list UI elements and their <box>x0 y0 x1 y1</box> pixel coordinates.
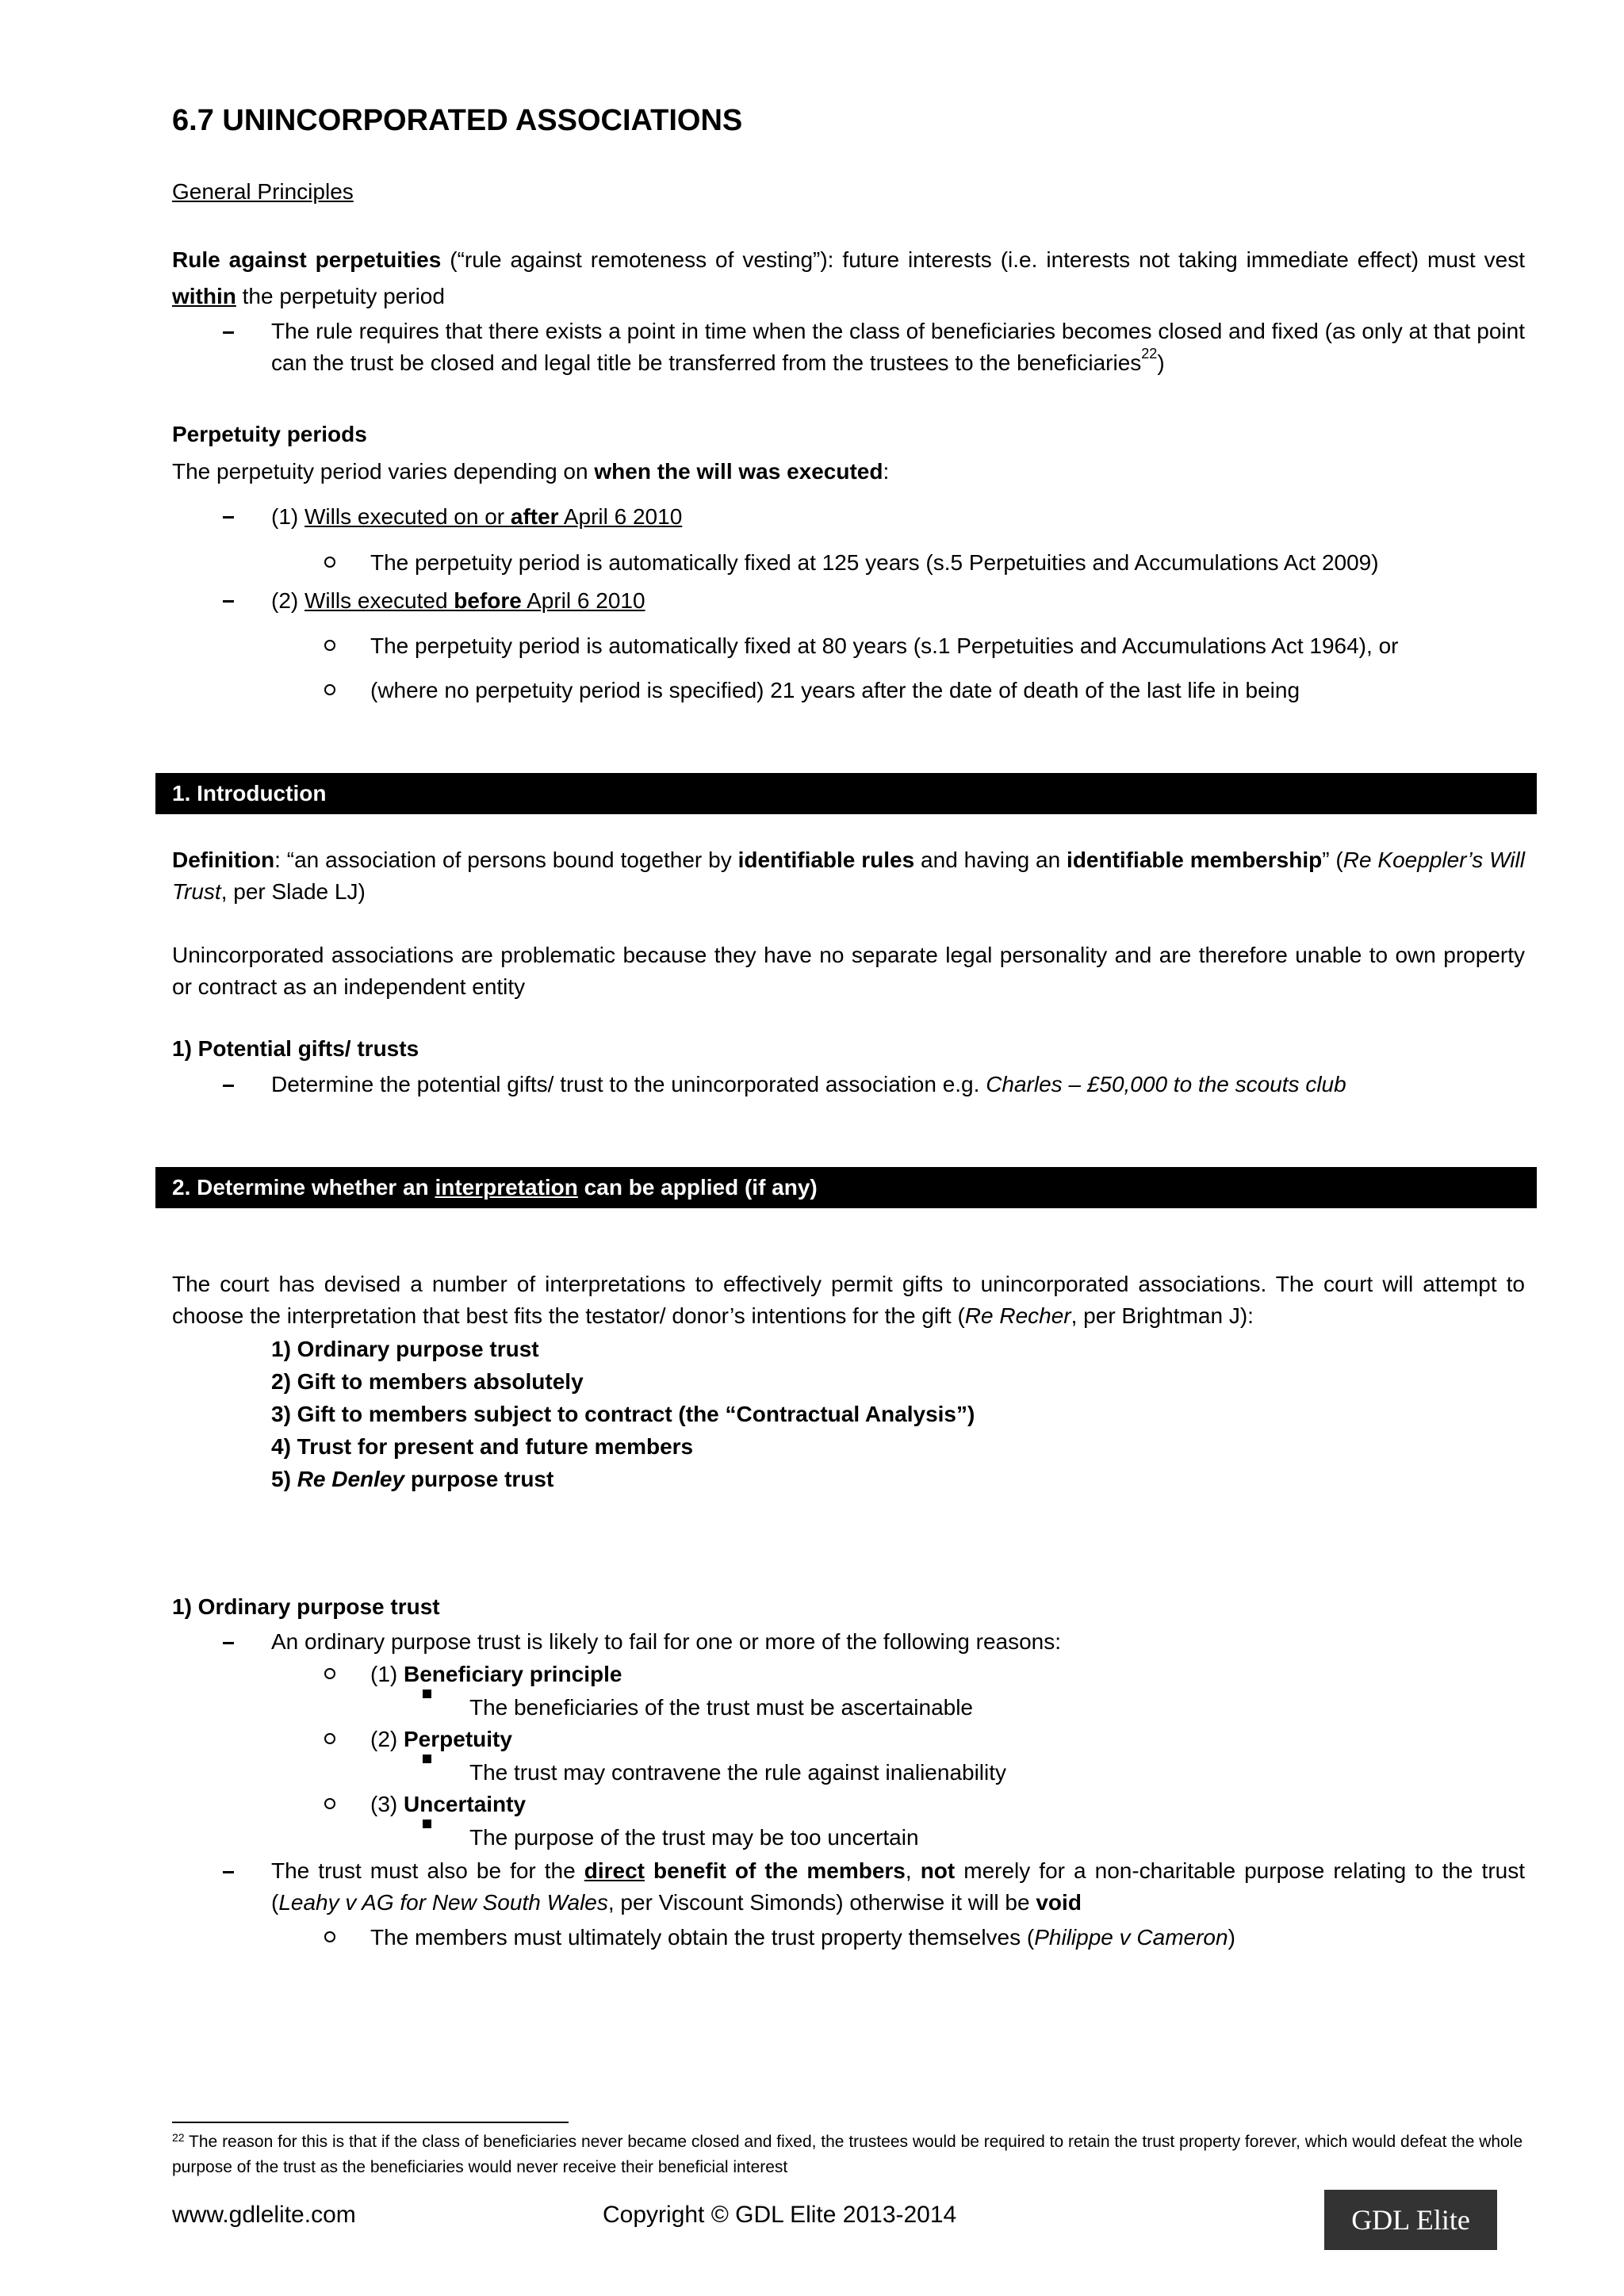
footer-copyright: Copyright © GDL Elite 2013-2014 <box>603 2202 957 2228</box>
bullet-text: The trust must also be for the <box>271 1858 584 1883</box>
footnote <box>172 2130 1525 2180</box>
bullet-text: , <box>905 1858 921 1883</box>
section-1-title: 1. Introduction <box>172 781 327 806</box>
item-number: (1) <box>271 504 304 529</box>
page-title: 6.7 UNINCORPORATED ASSOCIATIONS <box>172 104 743 137</box>
section-2-bar <box>155 1167 1537 1208</box>
section-1-bar <box>155 773 1537 814</box>
footnote-rule <box>172 2122 569 2123</box>
rule-paragraph <box>172 242 1525 315</box>
rule-within: within <box>172 284 236 308</box>
case-name: Philippe v Cameron <box>1034 1925 1228 1950</box>
case-name: Re Recher <box>964 1303 1071 1328</box>
item-text: April 6 2010 <box>558 504 683 529</box>
reason-number: (2) <box>370 1727 404 1751</box>
reason-number: (3) <box>370 1792 404 1816</box>
rule-text-2: the perpetuity period <box>236 284 445 308</box>
reason-title: Uncertainty <box>404 1792 527 1816</box>
interpretation-list-item <box>271 1464 553 1495</box>
ordinary-bullet-2-sub <box>370 1922 1235 1954</box>
perpetuity-item-1 <box>271 501 682 533</box>
reason-number: (1) <box>370 1662 404 1686</box>
interpretation-list-item: 2) Gift to members absolutely <box>271 1369 584 1394</box>
bullet-bold: benefit of the members <box>645 1858 906 1883</box>
perpetuity-heading: Perpetuity periods <box>172 422 367 446</box>
perpetuity-intro-2: : <box>883 459 890 484</box>
bullet-example: Charles – £50,000 to the scouts club <box>986 1072 1346 1096</box>
perpetuity-item-2-sub-1: The perpetuity period is automatically fixed at 80 years (s.1 Perpetuities and Accumulations Act 1964), or <box>370 633 1399 658</box>
bullet-text: Determine the potential gifts/ trust to the unincorporated association e.g. <box>271 1072 986 1096</box>
circle-bullet <box>324 640 335 651</box>
general-principles-heading: General Principles <box>172 179 354 204</box>
paragraph-text: The court has devised a number of interpretations to effectively permit gifts to unincorporated associations. The court will attempt to choose the interpretation that best fits the testator/ donor’s intentions for the gift ( <box>172 1272 1525 1328</box>
definition-text: and having an <box>914 848 1067 872</box>
footnote-ref: 22 <box>1141 346 1158 362</box>
list-text: purpose trust <box>404 1467 554 1491</box>
interpretation-list-item: 3) Gift to members subject to contract (the “Contractual Analysis”) <box>271 1402 975 1426</box>
bullet-direct: direct <box>584 1858 645 1883</box>
item-bold: after <box>510 504 559 529</box>
rule-text-1: (“rule against remoteness of vesting”): future interests (i.e. interests not taking immediate effect) must vest <box>441 247 1525 272</box>
potential-gifts-heading: 1) Potential gifts/ trusts <box>172 1036 419 1061</box>
section-2-title-a: 2. Determine whether an <box>172 1175 435 1200</box>
bullet-bold: not <box>920 1858 956 1883</box>
circle-bullet <box>324 1668 335 1679</box>
interpretation-list-item: 4) Trust for present and future members <box>271 1434 694 1459</box>
definition-bold: identifiable membership <box>1067 848 1323 872</box>
rule-bullet <box>271 316 1525 379</box>
reason-3 <box>370 1789 526 1820</box>
item-number: (2) <box>271 588 304 613</box>
footnote-text: The reason for this is that if the class of beneficiaries never became closed and fixed, the trustees would be required to retain the trust property forever, which would defeat the whole purpose of the trust as the beneficiaries would never receive their beneficial interest <box>172 2133 1523 2176</box>
reason-title: Perpetuity <box>404 1727 512 1751</box>
sub-text: The members must ultimately obtain the trust property themselves ( <box>370 1925 1035 1950</box>
footer-website: www.gdlelite.com <box>172 2202 356 2228</box>
definition-text: ” ( <box>1322 848 1343 872</box>
circle-bullet <box>324 1733 335 1744</box>
bullet-bold: void <box>1036 1890 1082 1915</box>
perpetuity-item-2 <box>271 585 645 617</box>
definition-paragraph <box>172 844 1525 908</box>
section-2-title-underlined: interpretation <box>435 1175 578 1200</box>
reason-1 <box>370 1659 622 1690</box>
square-bullet <box>423 1820 431 1828</box>
circle-bullet <box>324 557 335 568</box>
ordinary-bullet-2 <box>271 1855 1525 1919</box>
sub-text: ) <box>1228 1925 1235 1950</box>
dash-bullet <box>223 600 234 603</box>
square-bullet <box>423 1755 431 1763</box>
dash-bullet <box>223 1871 234 1873</box>
ordinary-bullet-1: An ordinary purpose trust is likely to fail for one or more of the following reasons: <box>271 1629 1062 1654</box>
bullet-text: , per Viscount Simonds) otherwise it will be <box>607 1890 1036 1915</box>
interpretation-paragraph <box>172 1269 1525 1332</box>
dash-bullet <box>223 1642 234 1644</box>
dash-bullet <box>223 331 234 334</box>
item-text: Wills executed on or <box>304 504 511 529</box>
rule-term: Rule against perpetuities <box>172 247 442 272</box>
circle-bullet <box>324 1798 335 1809</box>
list-number: 5) <box>271 1467 297 1491</box>
dash-bullet <box>223 516 234 519</box>
ordinary-trust-heading: 1) Ordinary purpose trust <box>172 1594 440 1619</box>
reason-1-detail: The beneficiaries of the trust must be ascertainable <box>469 1695 974 1720</box>
interpretation-list-item: 1) Ordinary purpose trust <box>271 1337 539 1361</box>
case-name: Re Koeppler’s Will Trust <box>172 848 1525 904</box>
circle-bullet <box>324 684 335 695</box>
perpetuity-intro-bold: when the will was executed <box>594 459 883 484</box>
case-name: Re Denley <box>297 1467 405 1491</box>
problem-paragraph: Unincorporated associations are problematic because they have no separate legal personality and are therefore unable to own property or contract as an independent entity <box>172 943 1525 999</box>
definition-bold: identifiable rules <box>737 848 915 872</box>
dash-bullet <box>223 1085 234 1087</box>
perpetuity-intro-1: The perpetuity period varies depending on <box>172 459 595 484</box>
reason-2 <box>370 1724 512 1755</box>
square-bullet <box>423 1689 431 1698</box>
definition-label: Definition <box>172 848 275 872</box>
case-name: Leahy v AG for New South Wales <box>278 1890 608 1915</box>
definition-text: : “an association of persons bound together by <box>274 848 738 872</box>
definition-text: , per Slade LJ) <box>220 879 366 904</box>
rule-bullet-text: The rule requires that there exists a point in time when the class of beneficiaries becomes closed and fixed (as only at that point can the trust be closed and legal title be transferred from the trustees to the beneficiaries <box>271 319 1525 375</box>
gdl-elite-logo: GDL Elite <box>1324 2190 1497 2250</box>
footnote-number: 22 <box>172 2131 185 2144</box>
potential-gifts-bullet <box>271 1069 1346 1100</box>
paragraph-text: , per Brightman J): <box>1071 1303 1254 1328</box>
reason-title: Beneficiary principle <box>404 1662 622 1686</box>
reason-3-detail: The purpose of the trust may be too uncertain <box>469 1825 919 1850</box>
circle-bullet <box>324 1931 335 1942</box>
item-text: April 6 2010 <box>521 588 645 613</box>
rule-bullet-end: ) <box>1157 350 1165 375</box>
perpetuity-intro <box>172 456 889 488</box>
reason-2-detail: The trust may contravene the rule against inalienability <box>469 1760 1007 1785</box>
item-bold: before <box>454 588 522 613</box>
bullet-text: merely for a non-charitable purpose relating to the trust ( <box>271 1858 1525 1915</box>
perpetuity-item-2-sub-2: (where no perpetuity period is specified) 21 years after the date of death of the last life in being <box>370 678 1300 702</box>
perpetuity-item-1-sub: The perpetuity period is automatically fixed at 125 years (s.5 Perpetuities and Accumulations Act 2009) <box>370 550 1379 575</box>
section-2-title-b: can be applied (if any) <box>577 1175 818 1200</box>
item-text: Wills executed <box>304 588 454 613</box>
